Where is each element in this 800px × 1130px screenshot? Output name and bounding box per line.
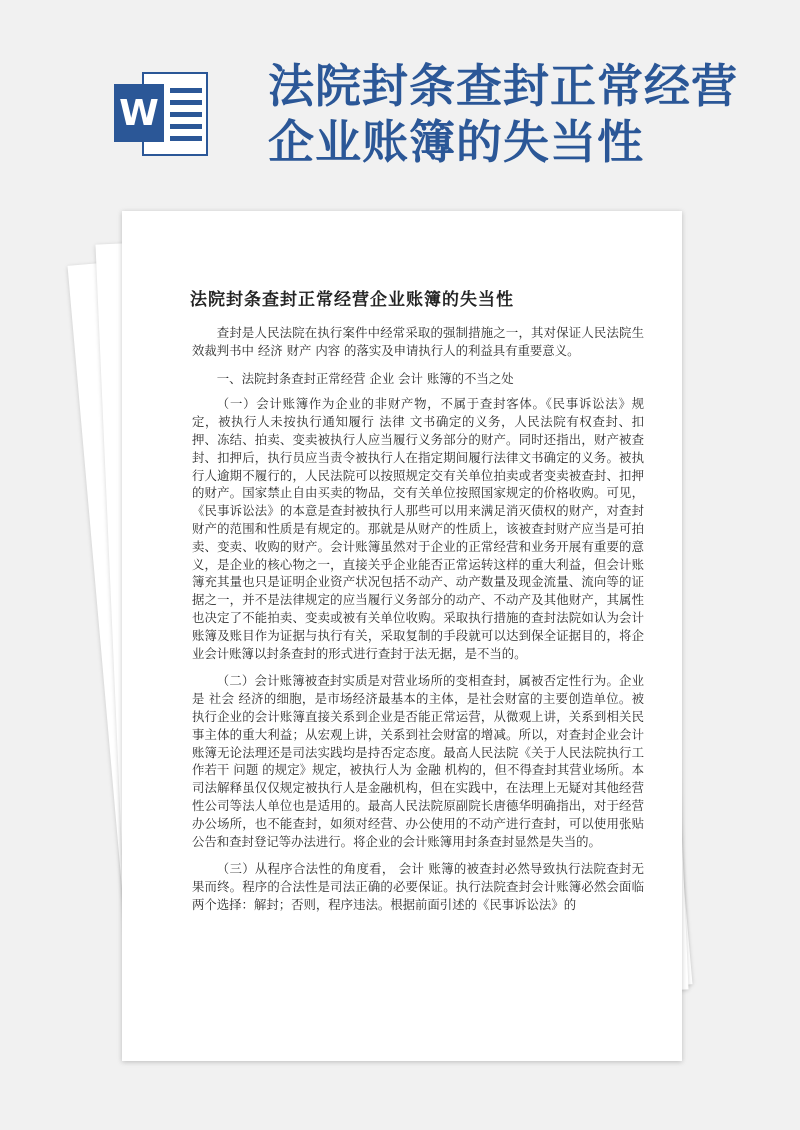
document-body [192,324,644,924]
banner-title-line-2: 企业账簿的失当性 [268,115,644,169]
paragraph-point-2: （二）会计账簿被查封实质是对营业场所的变相查封，属被否定性行为。企业是 社会 经济的细胞，是市场经济最基本的主体，是社会财富的主要创造单位。被执行企业的会计账簿直接关系到企业是否能正常运营，从微观上讲，关系到相关民事主体的重大利益；从宏观上讲，关系到社会财富的增减。所以，对查封企业会计账簿无论法理还是司法实践均是持否定态度。最高人民法院《关于人民法院执行工作若干 问题 的规定》规定，被执行人为 金融 机构的，但不得查封其营业场所。本司法解释虽仅仅规定被执行人是金融机构，但在实践中，在法理上无疑对其他经营性公司等法人单位也是适用的。最高人民法院原副院长唐德华明确指出，对于经营办公场所，也不能查封，如须对经营、办公使用的不动产进行查封，可以使用张贴公告和查封登记等办法进行。将企业的会计账簿用封条查封显然是失当的。 [192,673,644,849]
banner [0,0,800,210]
word-badge: W [114,84,164,142]
document-page [122,211,682,1061]
paragraph-point-1: （一）会计账簿作为企业的非财产物，不属于查封客体。《民事诉讼法》规定，被执行人未按执行通知履行 法律 文书确定的义务，人民法院有权查封、扣押、冻结、拍卖、变卖被执行人应当履行义务部分的财产。同时还指出，财产被查封、扣押后，执行员应当责令被执行人在指定期间履行法律文书确定的义务。被执行人逾期不履行的，人民法院可以按照规定交有关单位拍卖或者变卖被查封、扣押的财产。国家禁止自由买卖的物品，交有关单位按照国家规定的价格收购。可见，《民事诉讼法》的本意是查封被执行人那些可以用来满足消灭债权的财产，对查封财产的范围和性质是有规定的。那就是从财产的性质上，该被查封财产应当是可拍卖、变卖、收购的财产。会计账簿虽然对于企业的正常经营和业务开展有重要的意义，是企业的核心物之一，直接关乎企业能否正常运转这样的重大利益，但会计账簿充其量也只是证明企业资产状况包括不动产、动产数量及现金流量、流向等的证据之一，并不是法律规定的应当履行义务部分的动产、不动产及其他财产，其属性也决定了不能拍卖、变卖或被有关单位收购。采取执行措施的查封法院如认为会计账簿及账目作为证据与执行有关，采取复制的手段就可以达到保全证据目的，将企业会计账簿以封条查封的形式进行查封于法无据，是不当的。 [192,396,644,661]
section-heading-1: 一、法院封条查封正常经营 企业 会计 账簿的不当之处 [216,370,514,386]
word-document-icon [112,66,212,162]
paragraph-intro: 查封是人民法院在执行案件中经常采取的强制措施之一，其对保证人民法院生效裁判书中 经济 财产 内容 的落实及申请执行人的利益具有重要意义。 [192,325,644,358]
banner-title-line-1: 法院封条查封正常经营 [268,59,738,113]
document-title: 法院封条查封正常经营企业账簿的失当性 [190,290,514,310]
paragraph-point-3: （三）从程序合法性的角度看， 会计 账簿的被查封必然导致执行法院查封无果而终。程序的合法性是司法正确的必要保证。执行法院查封会计账簿必然会面临两个选择：解封；否则，程序违法。根据前面引述的《民事诉讼法》的 [192,861,644,912]
banner-title [268,58,768,170]
